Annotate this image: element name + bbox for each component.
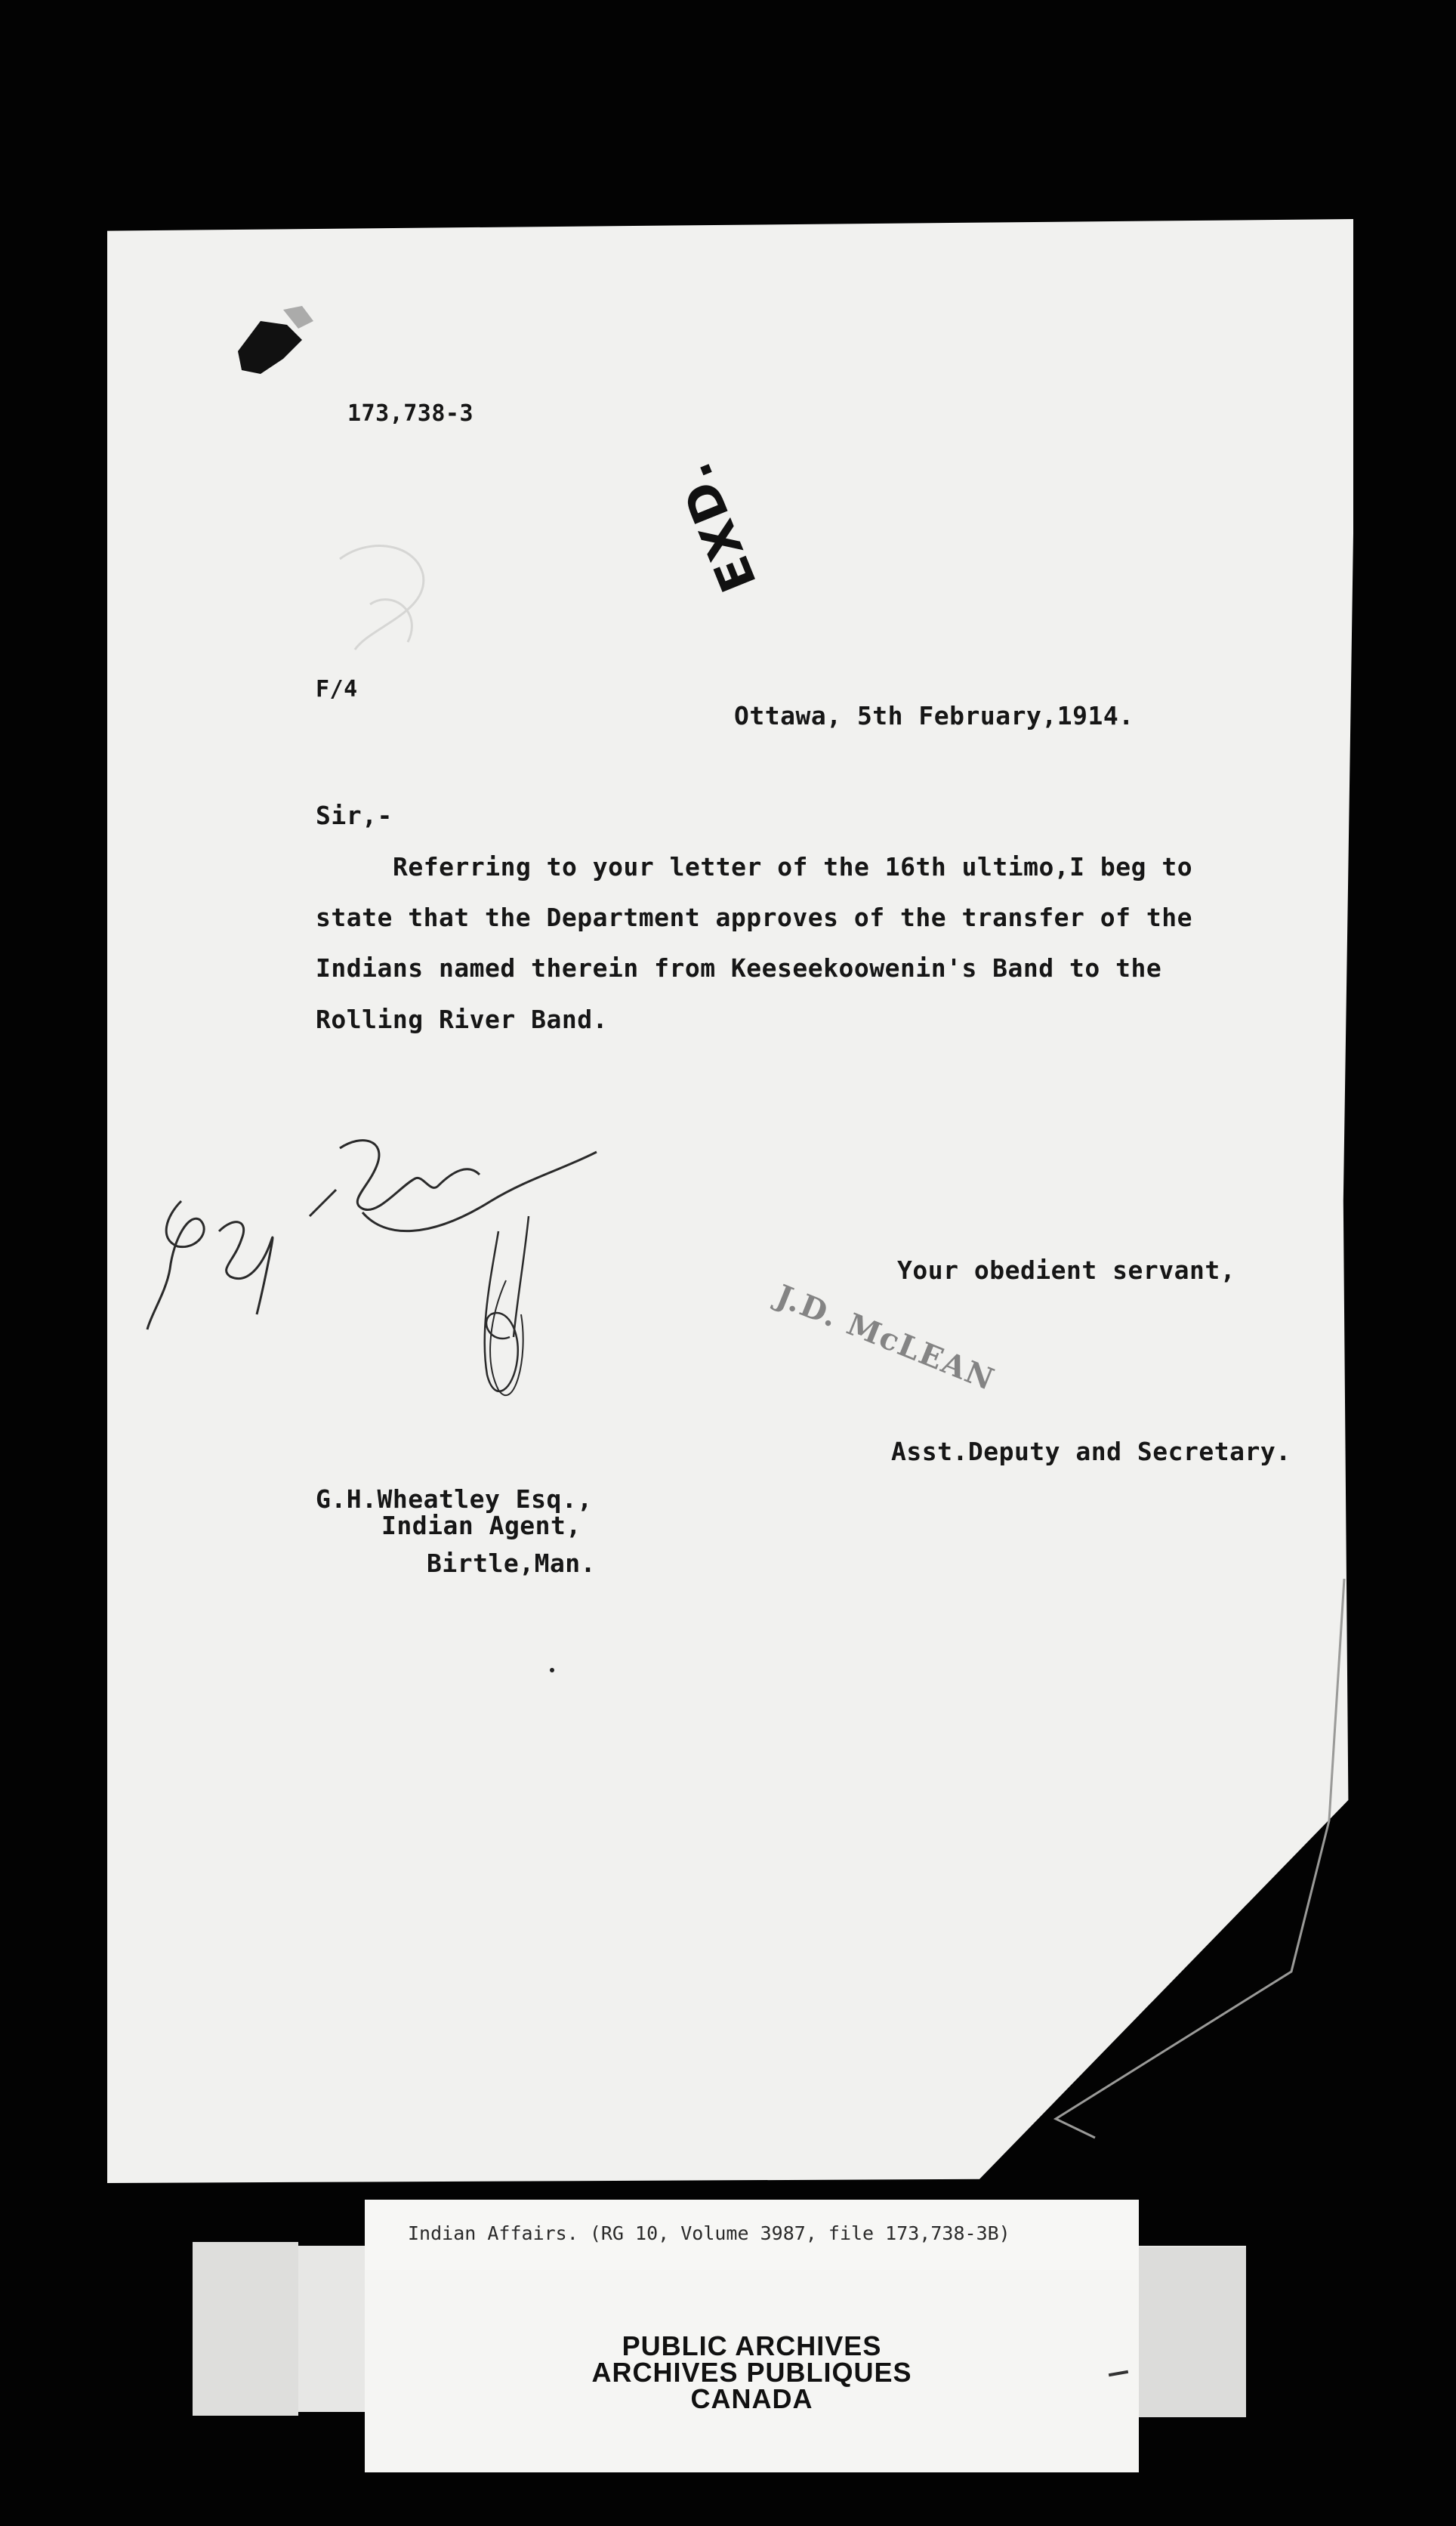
body-line: state that the Department approves of the transfer of the — [316, 903, 1192, 932]
signatory-title: Asst.Deputy and Secretary. — [891, 1437, 1291, 1466]
addressee-name: G.H.Wheatley Esq., — [316, 1484, 593, 1514]
closing-phrase: Your obedient servant, — [897, 1255, 1236, 1285]
body-line: Rolling River Band. — [316, 1005, 608, 1034]
addressee-role: Indian Agent, — [381, 1511, 581, 1540]
body-line: Indians named therein from Keeseekoowenin's Band to the — [316, 953, 1162, 983]
exd-stamp: EXD. — [665, 453, 768, 600]
archive-name-fr: ARCHIVES PUBLIQUES — [591, 2357, 912, 2388]
salutation: Sir,- — [316, 801, 393, 830]
archive-country: CANADA — [690, 2383, 813, 2414]
archive-name-en: PUBLIC ARCHIVES — [622, 2330, 882, 2361]
folio-reference: F/4 — [316, 676, 358, 703]
archive-reference: Indian Affairs. (RG 10, Volume 3987, file 173,738-3B) — [408, 2222, 1010, 2244]
mounting-strip-right — [1133, 2247, 1246, 2417]
mounting-strip-left — [193, 2242, 298, 2416]
addressee-place: Birtle,Man. — [427, 1549, 597, 1578]
dateline: Ottawa, 5th February,1914. — [734, 701, 1134, 730]
handwritten-initials — [136, 1088, 619, 1465]
signature-stamp: J.D. McLEAN — [771, 1277, 1001, 1398]
faint-pencil-mark — [325, 529, 446, 665]
file-number: 173,738-3 — [347, 400, 474, 427]
ink-blot — [230, 298, 321, 381]
body-line: Referring to your letter of the 16th ultimo,I beg to — [393, 852, 1193, 882]
ink-dot — [550, 1668, 554, 1672]
